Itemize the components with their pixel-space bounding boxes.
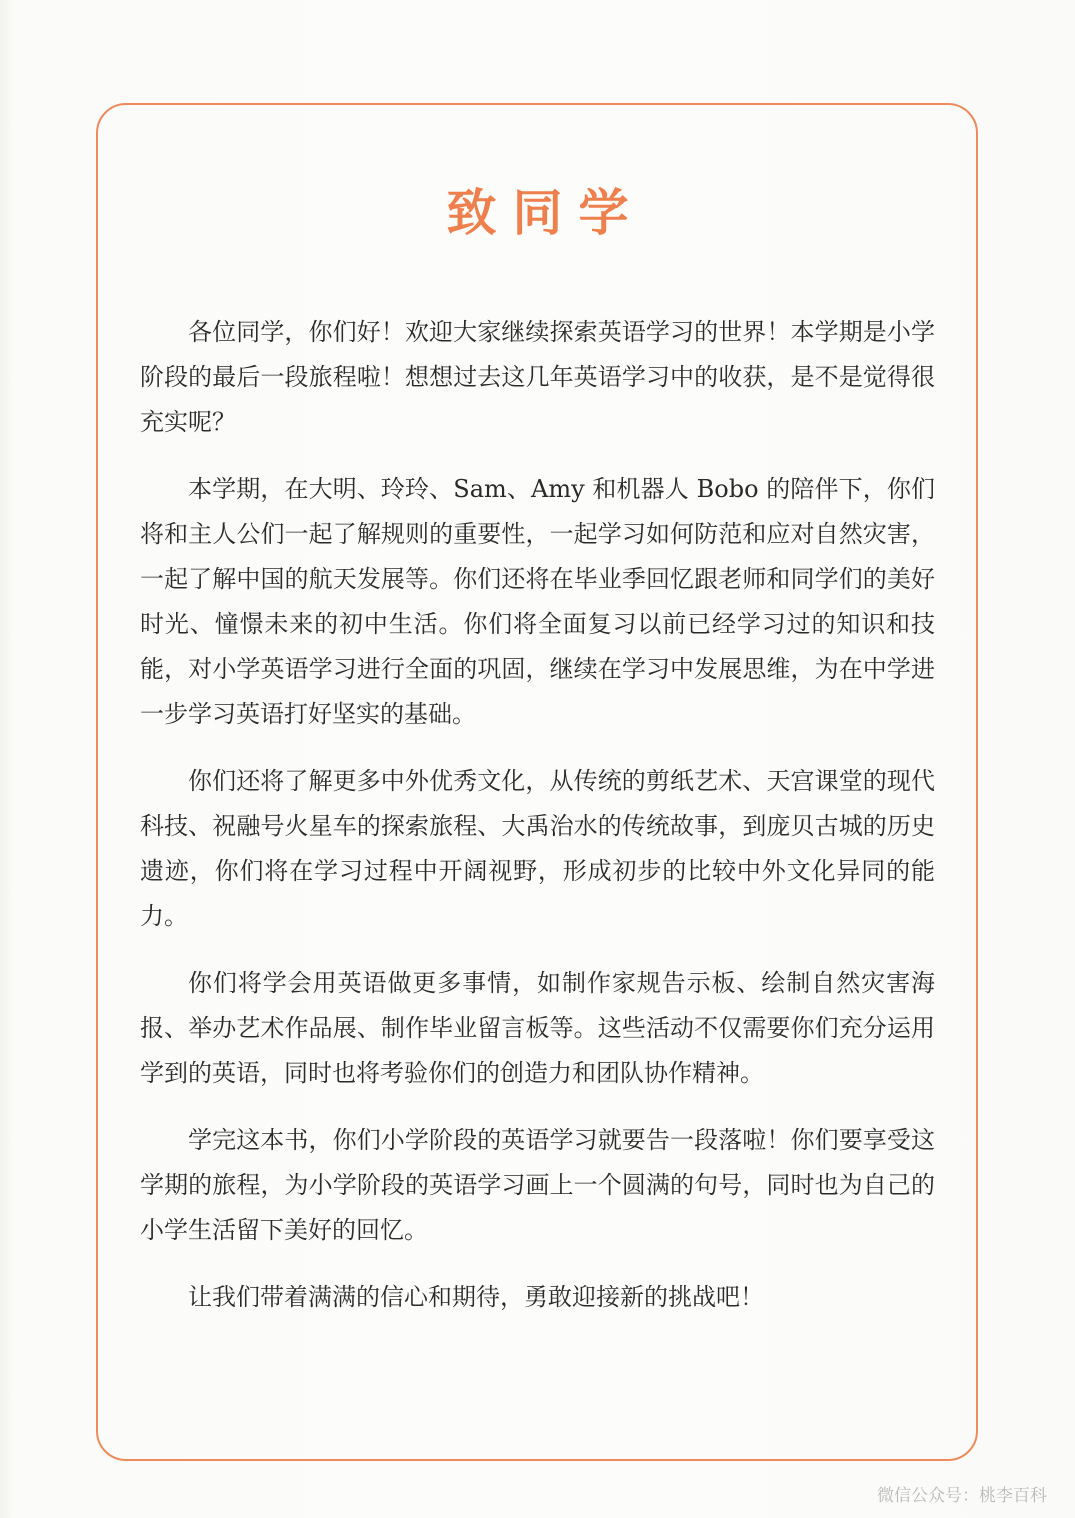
- paragraph-2: 本学期，在大明、玲玲、Sam、Amy 和机器人 Bobo 的陪伴下，你们将和主人公们一起了解规则的重要性，一起学习如何防范和应对自然灾害，一起了解中国的航天发展等。你们还将在毕业季回忆跟老师和同学们的美好时光、憧憬未来的初中生活。你们将全面复习以前已经学习过的知识和技能，对小学英语学习进行全面的巩固，继续在学习中发展思维，为在中学进一步学习英语打好坚实的基础。: [140, 475, 935, 728]
- page-title: 致同学: [446, 184, 645, 242]
- paragraph-6: 让我们带着满满的信心和期待，勇敢迎接新的挑战吧！: [188, 1283, 764, 1311]
- letter-body: [140, 310, 935, 1342]
- paragraph-4: 你们将学会用英语做更多事情，如制作家规告示板、绘制自然灾害海报、举办艺术作品展、制作毕业留言板等。这些活动不仅需要你们充分运用学到的英语，同时也将考验你们的创造力和团队协作精神。: [140, 969, 935, 1087]
- paragraph-3: 你们还将了解更多中外优秀文化，从传统的剪纸艺术、天宫课堂的现代科技、祝融号火星车的探索旅程、大禹治水的传统故事，到庞贝古城的历史遗迹，你们将在学习过程中开阔视野，形成初步的比较中外文化异同的能力。: [140, 767, 935, 930]
- watermark-text: 微信公众号：桃李百科: [877, 1486, 1047, 1506]
- paragraph-5: 学完这本书，你们小学阶段的英语学习就要告一段落啦！你们要享受这学期的旅程，为小学阶段的英语学习画上一个圆满的句号，同时也为自己的小学生活留下美好的回忆。: [140, 1126, 935, 1244]
- paragraph-1: 各位同学，你们好！欢迎大家继续探索英语学习的世界！本学期是小学阶段的最后一段旅程啦！想想过去这几年英语学习中的收获，是不是觉得很充实呢？: [140, 318, 935, 436]
